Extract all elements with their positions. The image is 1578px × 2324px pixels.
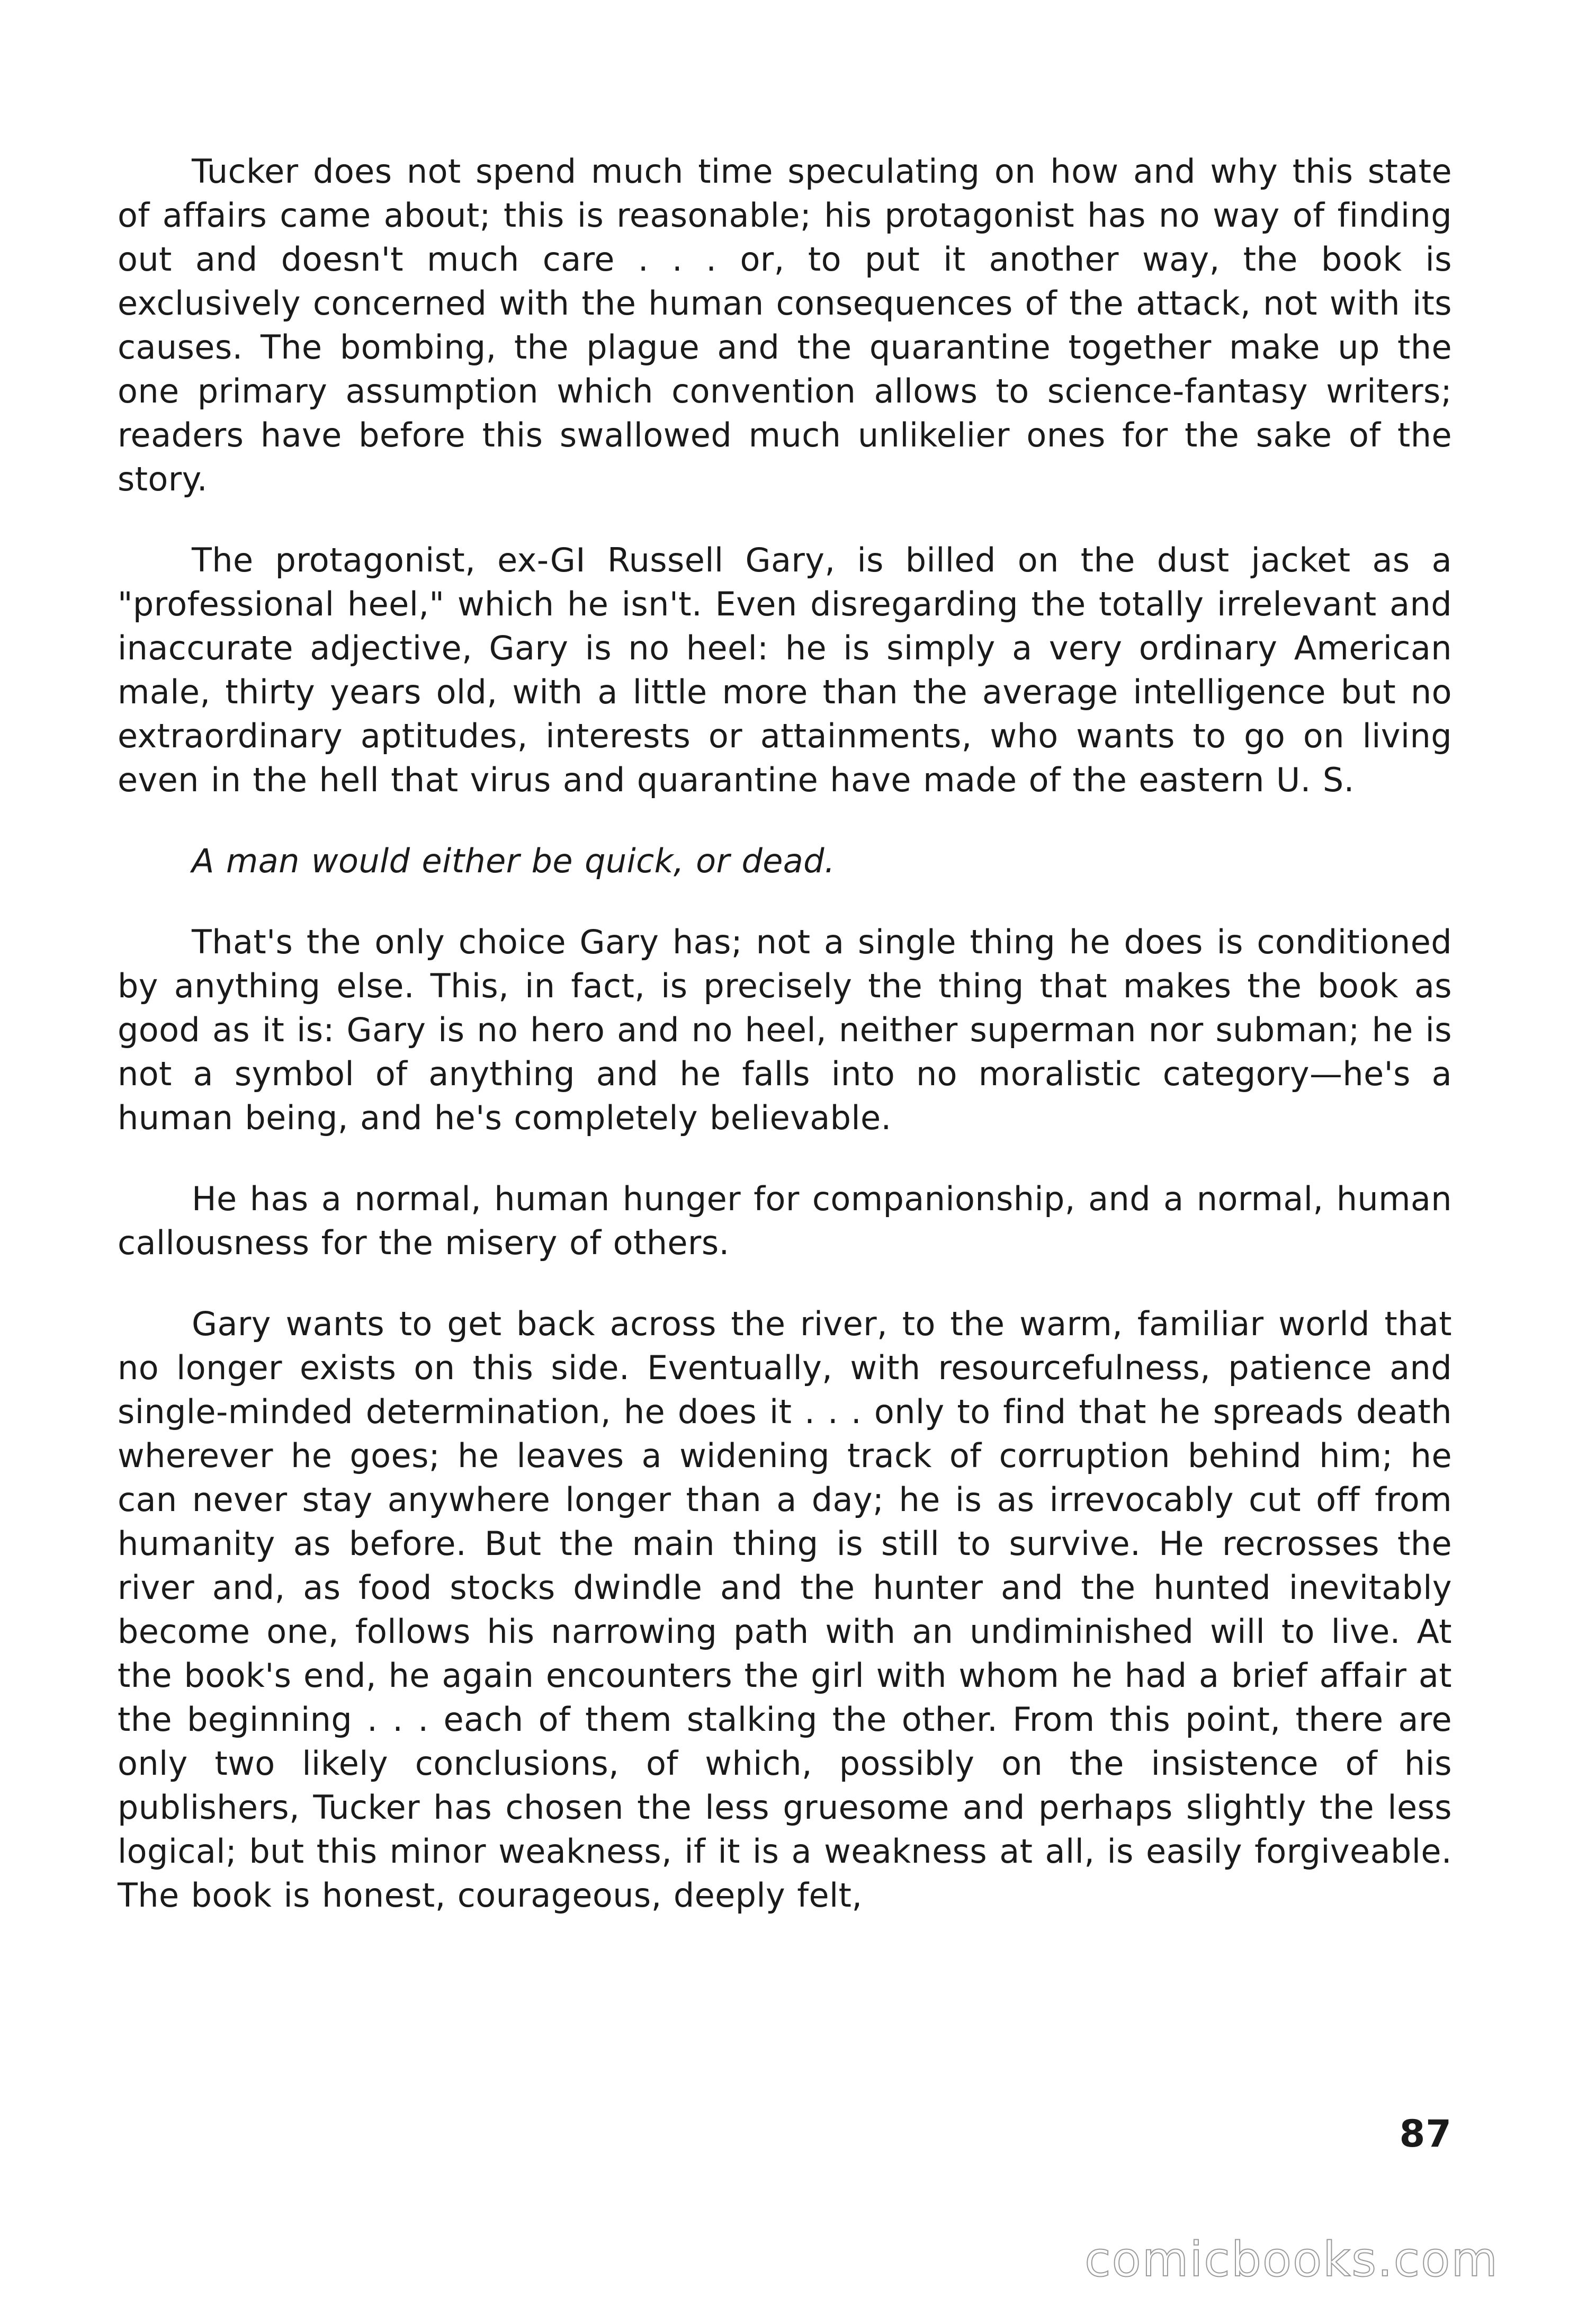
paragraph-1: Tucker does not spend much time speculating on how and why this state of affairs came about; this is reasonable; his protagonist has no way of finding out and doesn't much care . . . or, to put it another way, the book is exclusively concerned with the human consequences of the attack, not with its causes. The bombing, the plague and the quarantine together make up the one primary assumption which convention allows to science-fantasy writers; readers have before this swallowed much unlikelier ones for the sake of the story. xyxy=(118,152,1452,498)
italic-quote: A man would either be quick, or dead. xyxy=(192,842,836,880)
paragraph-2: The protagonist, ex-GI Russell Gary, is billed on the dust jacket as a "professional heel," which he isn't. Even disregarding the totally irrelevant and inaccurate adjective, Gary is no heel: he is simply a very ordinary American male, thirty years old, with a little more than the average intelligence but no extraordinary aptitudes, interests or attainments, who wants to go on living even in the hell that virus and quarantine have made of the eastern U. S. xyxy=(118,541,1452,799)
paragraph-5: Gary wants to get back across the river, to the warm, familiar world that no longer exists on this side. Eventually, with resourcefulness, patience and single-minded determination, he does it . . . only to find that he spreads death wherever he goes; he leaves a widening track of corruption behind him; he can never stay anywhere longer than a day; he is as irrevocably cut off from humanity as before. But the main thing is still to survive. He recrosses the river and, as food stocks dwindle and the hunter and the hunted inevitably become one, follows his narrowing path with an undiminished will to live. At the book's end, he again encounters the girl with whom he had a brief affair at the beginning . . . each of them stalking the other. From this point, there are only two likely conclusions, of which, possibly on the insistence of his publishers, Tucker has chosen the less gruesome and perhaps slightly the less logical; but this minor weakness, if it is a weakness at all, is easily forgiveable. The book is honest, courageous, deeply felt, xyxy=(118,1304,1452,1915)
page-number: 87 xyxy=(1399,2112,1452,2156)
paragraph-3: That's the only choice Gary has; not a single thing he does is conditioned by anything else. This, in fact, is precisely the thing that makes the book as good as it is: Gary is no hero and no heel, neither superman nor subman; he is not a symbol of anything and he falls into no moralistic category—he's a human being, and he's completely believable. xyxy=(118,923,1452,1137)
body-text xyxy=(118,149,1452,1954)
watermark: comicbooks.com xyxy=(1084,2232,1499,2287)
paragraph-4: He has a normal, human hunger for companionship, and a normal, human callousness for the misery of others. xyxy=(118,1179,1452,1262)
